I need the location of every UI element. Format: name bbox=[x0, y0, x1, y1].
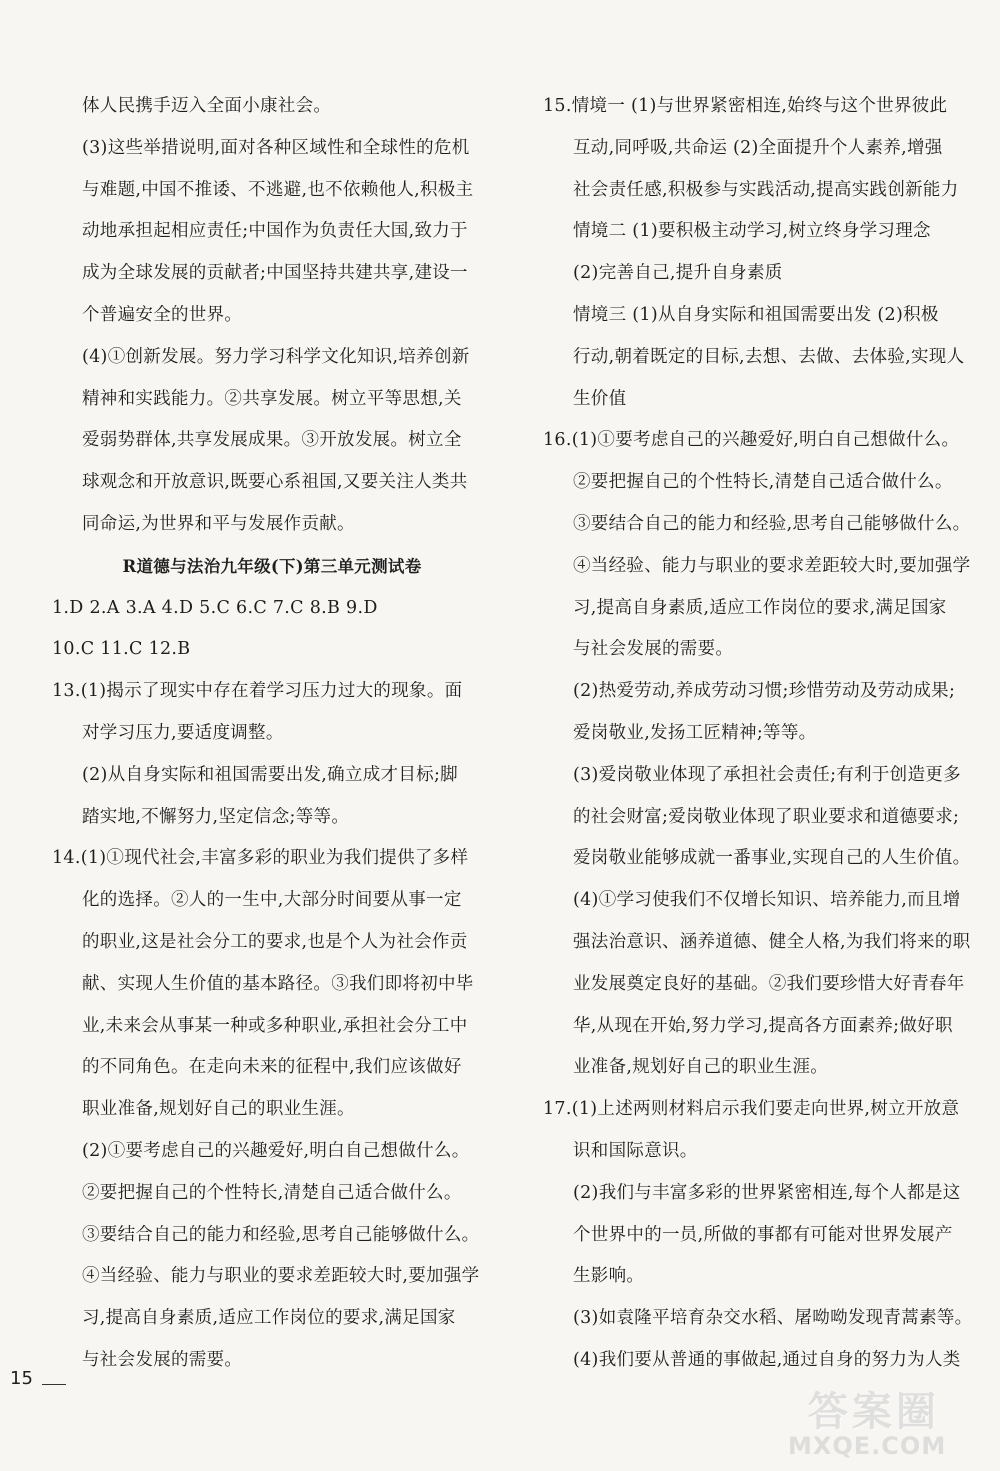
right-text-line: ②要把握自己的个性特长,清楚自己适合做什么。 bbox=[573, 472, 953, 493]
right-text-line: 生影响。 bbox=[573, 1266, 645, 1287]
right-text-line: 业发展奠定良好的基础。②我们要珍惜大好青春年 bbox=[573, 973, 965, 994]
left-text-line: 10.C 11.C 12.B bbox=[52, 639, 191, 660]
right-column bbox=[543, 86, 979, 1382]
left-text-line: 化的选择。②人的一生中,大部分时间要从事一定 bbox=[82, 890, 462, 911]
right-text-line: (2)热爱劳动,养成劳动习惯;珍惜劳动及劳动成果; bbox=[573, 681, 956, 702]
left-text-line: 的职业,这是社会分工的要求,也是个人为社会作贡 bbox=[82, 931, 468, 952]
left-text-line: 动地承担起相应责任;中国作为负责任大国,致力于 bbox=[82, 221, 468, 242]
right-text-line: 业准备,规划好自己的职业生涯。 bbox=[573, 1057, 829, 1078]
right-text-line: 15.情境一 (1)与世界紧密相连,始终与这个世界彼此 bbox=[543, 96, 948, 116]
left-text-line: 体人民携手迈入全面小康社会。 bbox=[82, 96, 332, 116]
right-text-line: 个世界中的一员,所做的事都有可能对世界发展产 bbox=[573, 1224, 953, 1245]
page-number-dash bbox=[42, 1384, 66, 1385]
right-text-line: 爱岗敬业,发扬工匠精神;等等。 bbox=[573, 722, 817, 743]
left-text-line: 爱弱势群体,共享发展成果。③开放发展。树立全 bbox=[82, 430, 462, 451]
right-text-line: (3)爱岗敬业体现了承担社会责任;有利于创造更多 bbox=[573, 764, 961, 785]
left-text-line: 踏实地,不懈努力,坚定信念;等等。 bbox=[82, 806, 350, 827]
left-text-line: 的不同角色。在走向未来的征程中,我们应该做好 bbox=[82, 1057, 462, 1078]
page-number: 15 bbox=[10, 1368, 33, 1389]
left-text-line: ③要结合自己的能力和经验,思考自己能够做什么。 bbox=[82, 1224, 480, 1245]
right-text-line: 与社会发展的需要。 bbox=[573, 639, 734, 660]
section-heading: R道德与法治九年级(下)第三单元测试卷 bbox=[122, 556, 422, 576]
left-text-line: 献、实现人生价值的基本路径。③我们即将初中毕 bbox=[82, 973, 474, 994]
watermark-chinese: 答案圈 bbox=[808, 1389, 940, 1435]
watermark-url: MXQE.COM bbox=[788, 1432, 947, 1460]
left-text-line: 业,未来会从事某一种或多种职业,承担社会分工中 bbox=[82, 1015, 468, 1036]
left-text-line: 球观念和开放意识,既要心系祖国,又要关注人类共 bbox=[82, 472, 468, 493]
right-text-line: (4)我们要从普通的事做起,通过自身的努力为人类 bbox=[573, 1349, 961, 1370]
right-text-line: 习,提高自身素质,适应工作岗位的要求,满足国家 bbox=[573, 597, 947, 618]
right-text-line: (4)①学习使我们不仅增长知识、培养能力,而且增 bbox=[573, 890, 961, 911]
right-text-line: 识和国际意识。 bbox=[573, 1140, 698, 1161]
left-text-line: ④当经验、能力与职业的要求差距较大时,要加强学 bbox=[82, 1266, 480, 1287]
left-text-line: 14.(1)①现代社会,丰富多彩的职业为我们提供了多样 bbox=[52, 848, 469, 869]
right-text-line: 华,从现在开始,努力学习,提高各方面素养;做好职 bbox=[573, 1015, 953, 1036]
right-text-line: 互动,同呼吸,共命运 (2)全面提升个人素养,增强 bbox=[573, 137, 943, 158]
right-text-line: 的社会财富;爱岗敬业体现了职业要求和道德要求; bbox=[573, 806, 960, 827]
left-text-line: 成为全球发展的贡献者;中国坚持共建共享,建设一 bbox=[82, 263, 468, 284]
left-text-line: 13.(1)揭示了现实中存在着学习压力过大的现象。面 bbox=[52, 681, 463, 702]
right-text-line: 爱岗敬业能够成就一番事业,实现自己的人生价值。 bbox=[573, 848, 971, 869]
right-text-line: 强法治意识、涵养道德、健全人格,为我们将来的职 bbox=[573, 931, 971, 952]
left-text-line: 与难题,中国不推诿、不逃避,也不依赖他人,积极主 bbox=[82, 179, 474, 200]
left-text-line: 1.D 2.A 3.A 4.D 5.C 6.C 7.C 8.B 9.D bbox=[52, 597, 378, 618]
right-text-line: 16.(1)①要考虑自己的兴趣爱好,明白自己想做什么。 bbox=[543, 430, 960, 451]
right-text-line: 17.(1)上述两则材料启示我们要走向世界,树立开放意 bbox=[543, 1099, 960, 1120]
left-text-line: (2)①要考虑自己的兴趣爱好,明白自己想做什么。 bbox=[82, 1140, 470, 1161]
right-text-line: 情境三 (1)从自身实际和祖国需要出发 (2)积极 bbox=[573, 304, 939, 325]
left-text-line: 个普遍安全的世界。 bbox=[82, 304, 243, 325]
right-text-line: 社会责任感,积极参与实践活动,提高实践创新能力 bbox=[573, 179, 959, 200]
left-text-line: ②要把握自己的个性特长,清楚自己适合做什么。 bbox=[82, 1182, 462, 1203]
watermark-logo bbox=[778, 1380, 988, 1462]
left-text-line: 与社会发展的需要。 bbox=[82, 1349, 243, 1370]
right-text-line: 生价值 bbox=[573, 388, 627, 409]
left-text-line: 习,提高自身素质,适应工作岗位的要求,满足国家 bbox=[82, 1308, 456, 1329]
right-text-line: (3)如袁隆平培育杂交水稻、屠呦呦发现青蒿素等。 bbox=[573, 1308, 973, 1329]
left-text-line: (2)从自身实际和祖国需要出发,确立成才目标;脚 bbox=[82, 764, 458, 785]
left-text-line: 职业准备,规划好自己的职业生涯。 bbox=[82, 1099, 355, 1120]
left-text-line: (3)这些举措说明,面对各种区域性和全球性的危机 bbox=[82, 137, 470, 158]
right-text-line: ③要结合自己的能力和经验,思考自己能够做什么。 bbox=[573, 513, 971, 534]
right-text-line: 情境二 (1)要积极主动学习,树立终身学习理念 bbox=[573, 221, 931, 242]
left-text-line: 精神和实践能力。②共享发展。树立平等思想,关 bbox=[82, 388, 462, 409]
right-text-line: ④当经验、能力与职业的要求差距较大时,要加强学 bbox=[573, 555, 971, 576]
right-text-line: (2)我们与丰富多彩的世界紧密相连,每个人都是这 bbox=[573, 1182, 961, 1203]
left-column bbox=[52, 86, 492, 1382]
right-text-line: (2)完善自己,提升自身素质 bbox=[573, 263, 783, 284]
left-text-line: 对学习压力,要适度调整。 bbox=[82, 722, 284, 743]
left-text-line: 同命运,为世界和平与发展作贡献。 bbox=[82, 513, 355, 534]
left-text-line: (4)①创新发展。努力学习科学文化知识,培养创新 bbox=[82, 346, 470, 367]
right-text-line: 行动,朝着既定的目标,去想、去做、去体验,实现人 bbox=[573, 346, 965, 367]
